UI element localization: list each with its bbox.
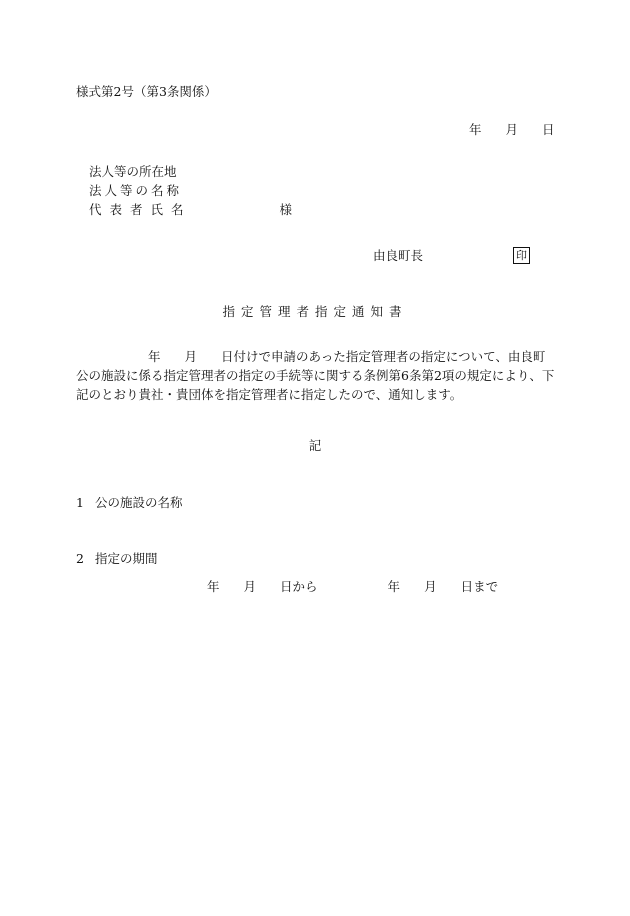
body-month: 月 — [184, 349, 198, 364]
date-year: 年 — [469, 122, 482, 137]
period-line — [207, 581, 498, 594]
addressee-block — [89, 162, 292, 219]
item-number: 1 — [76, 495, 84, 510]
item-facility-name — [76, 497, 183, 510]
date-line — [469, 124, 555, 137]
period-to-day: 日まで — [460, 579, 499, 594]
document-title: 指定管理者指定通知書 — [222, 304, 408, 319]
form-number: 様式第2号（第3条関係） — [76, 84, 217, 99]
address-label: 法人等の所在地 — [89, 164, 177, 179]
issuer-title: 由良町長 — [373, 248, 424, 263]
honorific: 様 — [279, 202, 293, 217]
item-designation-period — [76, 553, 158, 566]
body-paragraph — [76, 347, 556, 404]
date-day: 日 — [542, 122, 555, 137]
seal-mark: 印 — [513, 247, 530, 264]
item-number: 2 — [76, 551, 84, 566]
period-from-year: 年 — [207, 579, 220, 594]
body-text: 日付けで申請のあった指定管理者の指定について、由良町公の施設に係る指定管理者の指定の手続等に関する条例第6条第2項の規定により、下記のとおり貴社・貴団体を指定管理者に指定したので、通知します。 — [76, 349, 555, 402]
representative-label: 代表者氏名 — [89, 202, 192, 217]
body-year: 年 — [148, 349, 161, 364]
ki-heading: 記 — [308, 438, 322, 453]
item-label: 公の施設の名称 — [95, 495, 183, 510]
name-label: 法人等の名称 — [89, 183, 183, 198]
item-label: 指定の期間 — [95, 551, 158, 566]
period-from-month: 月 — [243, 579, 257, 594]
date-month: 月 — [505, 122, 519, 137]
period-to-year: 年 — [387, 579, 401, 594]
period-from-day: 日から — [280, 579, 318, 594]
period-to-month: 月 — [424, 579, 437, 594]
